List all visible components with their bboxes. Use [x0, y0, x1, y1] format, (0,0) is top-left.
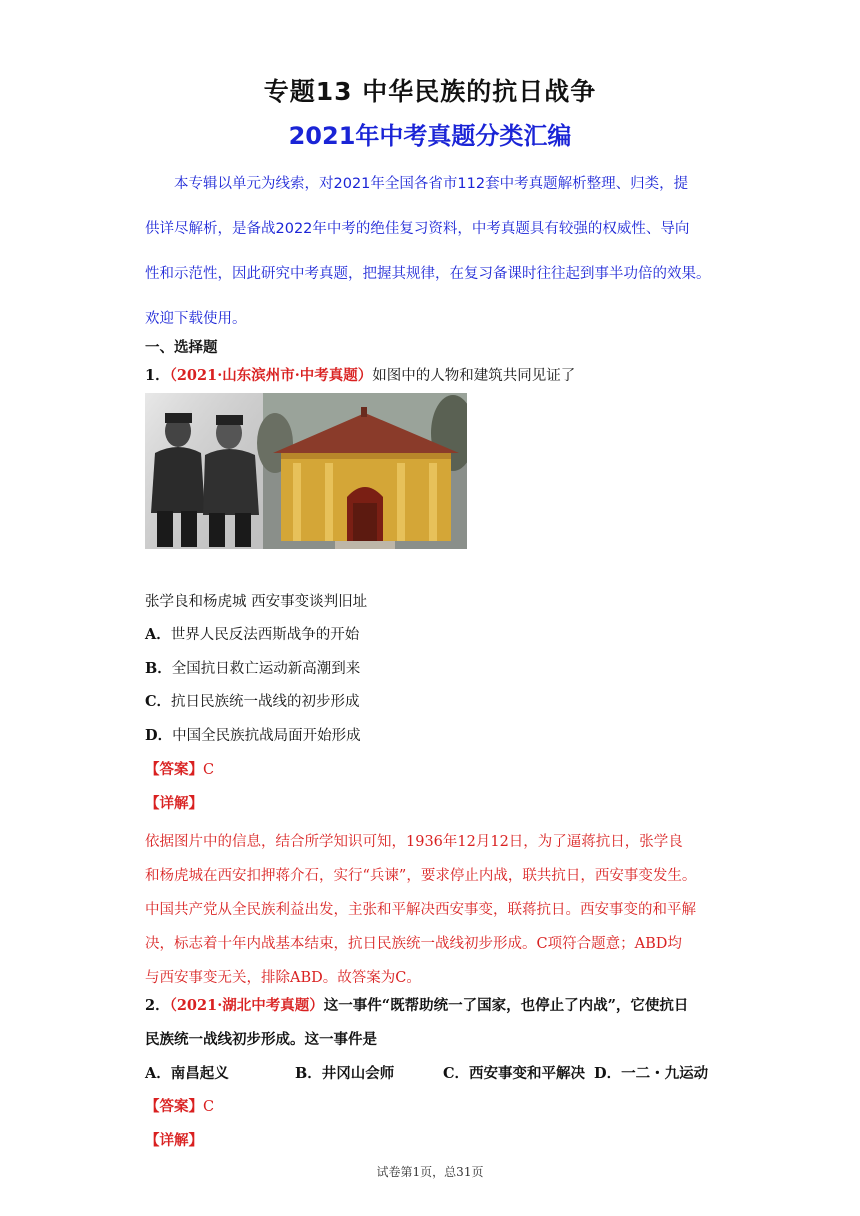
page-subtitle: 2021年中考真题分类汇编: [288, 122, 572, 150]
option-a: [145, 1064, 229, 1084]
question-number: 1．: [145, 367, 170, 384]
option-text: 抗日民族统一战线的初步形成: [171, 694, 360, 710]
option-text: 世界人民反法西斯战争的开始: [170, 627, 360, 643]
question-text: 如图中的人物和建筑共同见证了: [372, 368, 576, 384]
question-text: 这一事件“既帮助统一了国家，也停止了内战”，它使抗日: [323, 997, 689, 1014]
portrait-photo: [145, 393, 263, 549]
explanation-line: 和杨虎城在西安扣押蒋介石，实行“兵谏”，要求停止内战，联共抗日，西安事变发生。: [145, 868, 697, 884]
question-source: （2021·湖北中考真题）: [169, 997, 324, 1014]
intro-line: 本专辑以单元为线索，对2021年全国各省市112套中考真题解析整理、归类，提: [174, 176, 689, 192]
option-letter: D．: [145, 727, 173, 744]
option-d: [594, 1064, 708, 1084]
answer-line: [145, 760, 214, 780]
question-1-stem: [145, 366, 575, 386]
option-b: [145, 659, 360, 679]
page-footer: 试卷第1页，总31页: [376, 1165, 484, 1179]
answer-value: C: [203, 762, 215, 778]
option-letter: A．: [145, 1065, 171, 1082]
option-c: [443, 1064, 585, 1084]
option-c: [145, 692, 360, 712]
section-heading: 一、选择题: [145, 339, 218, 356]
answer-value: C: [203, 1099, 215, 1115]
explanation-line: 决，标志着十年内战基本结束，抗日民族统一战线初步形成。C项符合题意；ABD均: [145, 936, 682, 952]
option-letter: B．: [295, 1065, 322, 1082]
explanation-line: 中国共产党从全民族利益出发，主张和平解决西安事变，联蒋抗日。西安事变的和平解: [145, 902, 696, 918]
option-b: [295, 1064, 394, 1084]
question-2-stem-continued: 民族统一战线初步形成。这一事件是: [145, 1031, 377, 1048]
option-letter: C．: [145, 693, 172, 710]
image-caption: 张学良和杨虎城 西安事变谈判旧址: [145, 594, 368, 610]
explanation-paragraph: [145, 825, 720, 995]
question-source: （2021·山东滨州市·中考真题）: [169, 367, 373, 384]
page-title: 专题13 中华民族的抗日战争: [263, 77, 597, 106]
intro-line: 性和示范性，因此研究中考真题，把握其规律，在复习备课时往往起到事半功倍的效果。: [145, 266, 711, 282]
explanation-line: 依据图片中的信息，结合所学知识可知，1936年12月12日，为了逼蒋抗日，张学良: [145, 834, 683, 850]
option-text: 井冈山会师: [321, 1065, 395, 1082]
option-a: [145, 625, 359, 645]
detail-label: 【详解】: [145, 1132, 203, 1149]
option-d: [145, 726, 361, 746]
option-letter: B．: [145, 660, 172, 677]
question-number: 2．: [145, 997, 170, 1014]
answer-line: [145, 1097, 214, 1117]
option-letter: A．: [145, 626, 171, 643]
intro-line: 供详尽解析，是备战2022年中考的绝佳复习资料，中考真题具有较强的权威性、导向: [145, 221, 690, 237]
question-1-photos: [145, 393, 467, 549]
intro-line: 欢迎下载使用。: [145, 311, 247, 327]
option-text: 全国抗日救亡运动新高潮到来: [171, 661, 361, 677]
option-letter: C．: [443, 1065, 470, 1082]
option-letter: D．: [594, 1065, 622, 1082]
intro-paragraph: [145, 162, 725, 342]
detail-label: 【详解】: [145, 795, 203, 812]
explanation-line: 与西安事变无关，排除ABD。故答案为C。: [145, 970, 421, 986]
option-text: 中国全民族抗战局面开始形成: [172, 728, 361, 744]
answer-label: 【答案】: [145, 761, 203, 778]
building-photo: [257, 393, 467, 549]
option-text: 西安事变和平解决: [469, 1065, 586, 1082]
option-text: 一二・九运动: [621, 1065, 709, 1082]
option-text: 南昌起义: [170, 1065, 229, 1082]
answer-label: 【答案】: [145, 1098, 203, 1115]
question-2-stem: [145, 996, 688, 1016]
